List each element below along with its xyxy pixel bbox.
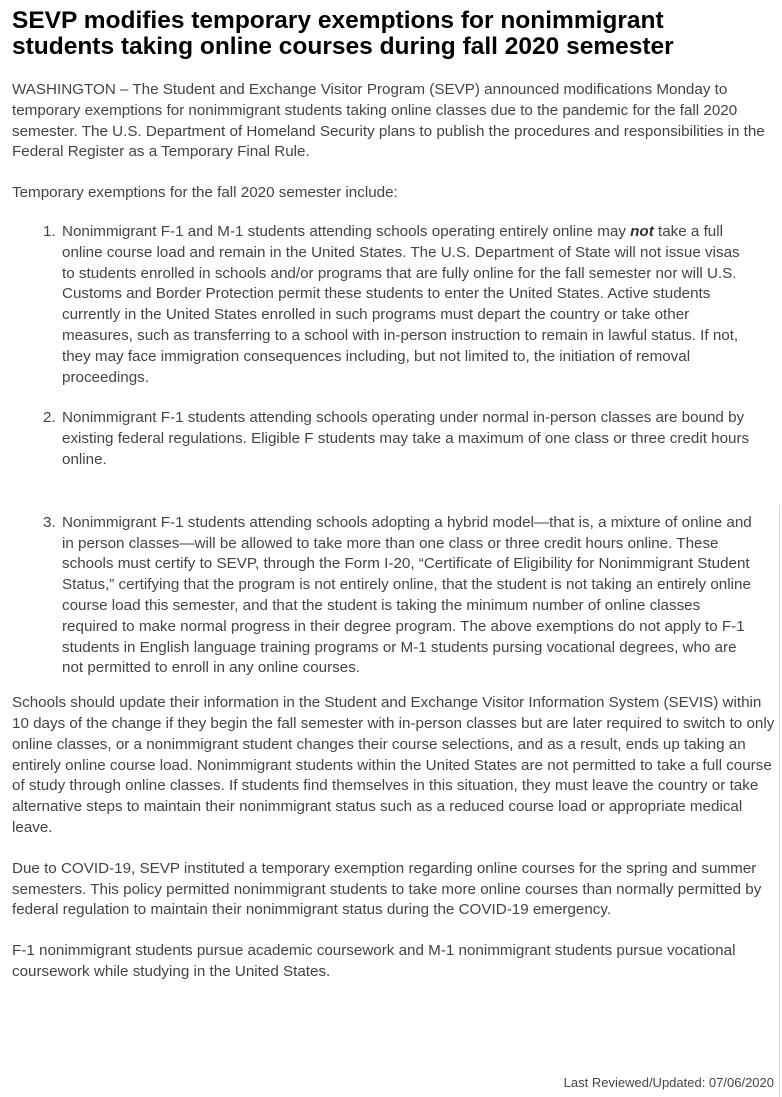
exemption-emphasis: not: [630, 222, 654, 240]
exemption-number: 1.: [43, 222, 56, 240]
exemption-item-1: [12, 222, 752, 388]
exemption-number: 2.: [43, 409, 56, 427]
last-reviewed: Last Reviewed/Updated: 07/06/2020: [563, 1075, 774, 1090]
right-edge-divider: [779, 505, 780, 1097]
exemption-item-2: [12, 408, 752, 470]
exemptions-list: [12, 222, 780, 679]
exemption-text-after: take a full online course load and remain in the United States. The U.S. Department of State will not issue visas to students enrolled in schools and/or programs that are fully online for the fall semester nor will U.S. Customs and Border Protection permit these students to enter the United States. Active students currently in the United States enrolled in such programs must depart the country or take other measures, such as transferring to a school with in-person instruction to remain in lawful status. If not, they may face immigration consequences including, but not limited to, the initiation of removal proceedings.: [62, 222, 740, 386]
exemption-text: Nonimmigrant F-1 students attending schools adopting a hybrid model—that is, a mixture of online and in person classes—will be allowed to take more than one class or three credit hours online. These schools must certify to SEVP, through the Form I-20, “Certificate of Eligibility for Nonimmigrant Student Status,” certifying that the program is not entirely online, that the student is not taking an entirely online course load this semester, and that the student is taking the minimum number of online classes required to make normal progress in their degree program. The above exemptions do not apply to F-1 students in English language training programs or M-1 students pursing vocational degrees, who are not permitted to enroll in any online courses.: [62, 513, 752, 677]
article-title: SEVP modifies temporary exemptions for nonimmigrant students taking online courses during fall 2020 semester: [12, 7, 674, 60]
exemptions-intro: Temporary exemptions for the fall 2020 semester include:: [12, 184, 398, 202]
sevis-update-paragraph: Schools should update their information in the Student and Exchange Visitor Information System (SEVIS) within 10 days of the change if they begin the fall semester with in-person classes but are later required to switch to only online classes, or a nonimmigrant student changes their course selections, and as a result, ends up taking an entirely online course load. Nonimmigrant students within the United States are not permitted to take a full course of study through online classes. If students find themselves in this situation, they must leave the country or take alternative steps to maintain their nonimmigrant status such as a reduced course load or appropriate medical leave.: [12, 694, 775, 836]
exemption-number: 3.: [43, 513, 56, 531]
lead-paragraph: WASHINGTON – The Student and Exchange Visitor Program (SEVP) announced modifications Monday to temporary exemptions for nonimmigrant students taking online classes due to the pandemic for the fall 2020 semester. The U.S. Department of Homeland Security plans to publish the procedures and responsibilities in the Federal Register as a Temporary Final Rule.: [12, 81, 765, 161]
coursework-paragraph: F-1 nonimmigrant students pursue academic coursework and M-1 nonimmigrant students pursue vocational coursework while studying in the United States.: [12, 942, 736, 980]
article: [12, 8, 780, 983]
exemption-text: Nonimmigrant F-1 students attending schools operating under normal in-person classes are bound by existing federal regulations. Eligible F students may take a maximum of one class or three credit hours online.: [62, 409, 750, 468]
exemption-text-before: Nonimmigrant F-1 and M-1 students attending schools operating entirely online may: [62, 222, 631, 240]
covid-paragraph: Due to COVID-19, SEVP instituted a temporary exemption regarding online courses for the spring and summer semesters. This policy permitted nonimmigrant students to take more online courses than normally permitted by federal regulation to maintain their nonimmigrant status during the COVID-19 emergency.: [12, 859, 762, 919]
exemption-item-3: [12, 513, 752, 679]
